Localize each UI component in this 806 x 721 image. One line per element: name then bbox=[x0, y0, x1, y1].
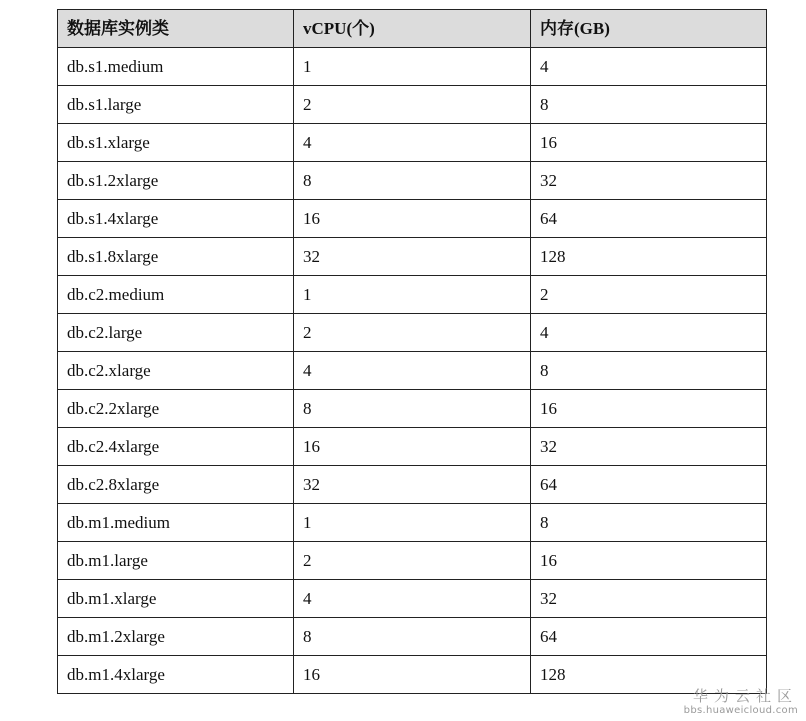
cell-vcpu: 4 bbox=[294, 580, 531, 618]
cell-vcpu: 16 bbox=[294, 656, 531, 694]
table-row bbox=[58, 48, 767, 86]
cell-instance-class: db.c2.large bbox=[58, 314, 294, 352]
table-row bbox=[58, 580, 767, 618]
cell-memory: 8 bbox=[531, 86, 767, 124]
table-row bbox=[58, 390, 767, 428]
cell-memory: 2 bbox=[531, 276, 767, 314]
cell-instance-class: db.s1.large bbox=[58, 86, 294, 124]
table-row bbox=[58, 466, 767, 504]
cell-memory: 128 bbox=[531, 656, 767, 694]
cell-instance-class: db.s1.xlarge bbox=[58, 124, 294, 162]
cell-instance-class: db.c2.xlarge bbox=[58, 352, 294, 390]
table-body bbox=[58, 48, 767, 694]
table-header-row bbox=[58, 10, 767, 48]
cell-instance-class: db.c2.8xlarge bbox=[58, 466, 294, 504]
cell-vcpu: 8 bbox=[294, 162, 531, 200]
cell-instance-class: db.c2.2xlarge bbox=[58, 390, 294, 428]
table-row bbox=[58, 276, 767, 314]
cell-instance-class: db.m1.large bbox=[58, 542, 294, 580]
cell-memory: 16 bbox=[531, 390, 767, 428]
cell-memory: 64 bbox=[531, 200, 767, 238]
cell-memory: 8 bbox=[531, 352, 767, 390]
watermark-url: bbs.huaweicloud.com bbox=[683, 705, 798, 716]
table-row bbox=[58, 162, 767, 200]
cell-vcpu: 2 bbox=[294, 314, 531, 352]
cell-memory: 4 bbox=[531, 314, 767, 352]
table-row bbox=[58, 86, 767, 124]
cell-memory: 32 bbox=[531, 580, 767, 618]
header-memory: 内存(GB) bbox=[531, 10, 767, 48]
cell-memory: 16 bbox=[531, 124, 767, 162]
cell-instance-class: db.s1.4xlarge bbox=[58, 200, 294, 238]
cell-vcpu: 1 bbox=[294, 504, 531, 542]
cell-vcpu: 4 bbox=[294, 352, 531, 390]
cell-instance-class: db.c2.medium bbox=[58, 276, 294, 314]
table-row bbox=[58, 124, 767, 162]
cell-vcpu: 16 bbox=[294, 200, 531, 238]
cell-instance-class: db.m1.medium bbox=[58, 504, 294, 542]
table-row bbox=[58, 238, 767, 276]
table-row bbox=[58, 656, 767, 694]
cell-vcpu: 1 bbox=[294, 276, 531, 314]
watermark-name: 华为云社区 bbox=[692, 687, 798, 705]
table-row bbox=[58, 428, 767, 466]
cell-vcpu: 2 bbox=[294, 542, 531, 580]
table-row bbox=[58, 542, 767, 580]
cell-memory: 64 bbox=[531, 618, 767, 656]
table-row bbox=[58, 314, 767, 352]
cell-vcpu: 16 bbox=[294, 428, 531, 466]
cell-vcpu: 2 bbox=[294, 86, 531, 124]
watermark-logo bbox=[684, 687, 798, 717]
cell-memory: 8 bbox=[531, 504, 767, 542]
cell-instance-class: db.s1.8xlarge bbox=[58, 238, 294, 276]
table-row bbox=[58, 352, 767, 390]
cell-vcpu: 1 bbox=[294, 48, 531, 86]
cell-vcpu: 32 bbox=[294, 238, 531, 276]
cell-vcpu: 32 bbox=[294, 466, 531, 504]
header-instance-class: 数据库实例类 bbox=[58, 10, 294, 48]
cell-vcpu: 4 bbox=[294, 124, 531, 162]
cell-instance-class: db.s1.2xlarge bbox=[58, 162, 294, 200]
header-vcpu: vCPU(个) bbox=[294, 10, 531, 48]
cell-instance-class: db.m1.4xlarge bbox=[58, 656, 294, 694]
cell-memory: 32 bbox=[531, 162, 767, 200]
cell-instance-class: db.m1.2xlarge bbox=[58, 618, 294, 656]
cell-memory: 4 bbox=[531, 48, 767, 86]
cell-memory: 128 bbox=[531, 238, 767, 276]
cell-instance-class: db.m1.xlarge bbox=[58, 580, 294, 618]
cell-memory: 32 bbox=[531, 428, 767, 466]
table-row bbox=[58, 618, 767, 656]
cell-memory: 64 bbox=[531, 466, 767, 504]
instance-class-table bbox=[57, 9, 767, 694]
cell-instance-class: db.s1.medium bbox=[58, 48, 294, 86]
cell-vcpu: 8 bbox=[294, 618, 531, 656]
cell-instance-class: db.c2.4xlarge bbox=[58, 428, 294, 466]
table-row bbox=[58, 504, 767, 542]
cell-memory: 16 bbox=[531, 542, 767, 580]
cell-vcpu: 8 bbox=[294, 390, 531, 428]
table-row bbox=[58, 200, 767, 238]
